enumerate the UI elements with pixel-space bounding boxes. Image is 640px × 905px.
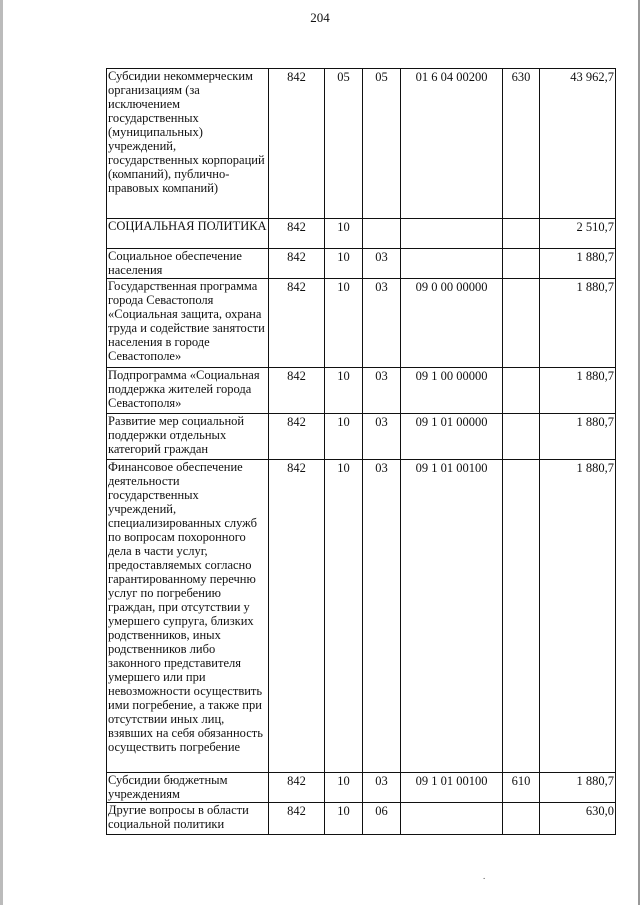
target-article: 01 6 04 00200 bbox=[401, 69, 503, 219]
amount: 630,0 bbox=[540, 803, 616, 835]
table-row bbox=[107, 249, 616, 279]
target-article: 09 1 01 00100 bbox=[401, 460, 503, 773]
subsection-code: 03 bbox=[363, 368, 401, 414]
table-row bbox=[107, 414, 616, 460]
expense-type bbox=[503, 414, 540, 460]
target-article: 09 1 00 00000 bbox=[401, 368, 503, 414]
row-name: Социальное обеспечение населения bbox=[107, 249, 269, 279]
subsection-code: 05 bbox=[363, 69, 401, 219]
page-number: 204 bbox=[310, 10, 330, 25]
subsection-code: 03 bbox=[363, 414, 401, 460]
subsection-code: 06 bbox=[363, 803, 401, 835]
row-name: Субсидии бюджетным учреждениям bbox=[107, 773, 269, 803]
section-code: 10 bbox=[325, 773, 363, 803]
expense-type bbox=[503, 803, 540, 835]
expense-type bbox=[503, 368, 540, 414]
subsection-code: 03 bbox=[363, 460, 401, 773]
subsection-code: 03 bbox=[363, 249, 401, 279]
section-code: 10 bbox=[325, 219, 363, 249]
ministry-code: 842 bbox=[269, 279, 325, 368]
expense-type bbox=[503, 279, 540, 368]
ministry-code: 842 bbox=[269, 69, 325, 219]
amount: 1 880,7 bbox=[540, 773, 616, 803]
budget-table bbox=[106, 68, 616, 835]
subsection-code: 03 bbox=[363, 279, 401, 368]
amount: 1 880,7 bbox=[540, 249, 616, 279]
ministry-code: 842 bbox=[269, 249, 325, 279]
row-name: Подпрограмма «Социальная поддержка жителей города Севастополя» bbox=[107, 368, 269, 414]
ministry-code: 842 bbox=[269, 219, 325, 249]
section-code: 10 bbox=[325, 460, 363, 773]
table-row bbox=[107, 279, 616, 368]
table-row bbox=[107, 773, 616, 803]
amount: 43 962,7 bbox=[540, 69, 616, 219]
ministry-code: 842 bbox=[269, 773, 325, 803]
ministry-code: 842 bbox=[269, 460, 325, 773]
target-article: 09 1 01 00000 bbox=[401, 414, 503, 460]
section-code: 10 bbox=[325, 803, 363, 835]
row-name: Субсидии некоммерческим организациям (за исключением государственных (муниципальных) учреждений, государственных корпораций (компаний), публично-правовых компаний) bbox=[107, 69, 269, 219]
table-row bbox=[107, 368, 616, 414]
table-row bbox=[107, 803, 616, 835]
table-row bbox=[107, 69, 616, 219]
target-article: 09 1 01 00100 bbox=[401, 773, 503, 803]
row-name: Другие вопросы в области социальной политики bbox=[107, 803, 269, 835]
amount: 1 880,7 bbox=[540, 460, 616, 773]
amount: 2 510,7 bbox=[540, 219, 616, 249]
expense-type: 610 bbox=[503, 773, 540, 803]
target-article: 09 0 00 00000 bbox=[401, 279, 503, 368]
row-name: Финансовое обеспечение деятельности государственных учреждений, специализированных служб по вопросам похоронного дела в части услуг, предоставляемых согласно гарантированному перечню услуг по погребению граждан, при отсутствии у умершего супруга, близких родственников, иных родственников либо законного представителя умершего или при невозможности осуществить ими погребение, а также при отсутствии иных лиц, взявших на себя обязанность осуществить погребение bbox=[107, 460, 269, 773]
target-article bbox=[401, 219, 503, 249]
table-row bbox=[107, 219, 616, 249]
expense-type bbox=[503, 249, 540, 279]
amount: 1 880,7 bbox=[540, 414, 616, 460]
table-row bbox=[107, 460, 616, 773]
scan-speck: . bbox=[483, 871, 486, 881]
section-code: 10 bbox=[325, 249, 363, 279]
section-code: 05 bbox=[325, 69, 363, 219]
expense-type: 630 bbox=[503, 69, 540, 219]
subsection-code: 03 bbox=[363, 773, 401, 803]
section-code: 10 bbox=[325, 368, 363, 414]
subsection-code bbox=[363, 219, 401, 249]
amount: 1 880,7 bbox=[540, 279, 616, 368]
expense-type bbox=[503, 219, 540, 249]
ministry-code: 842 bbox=[269, 414, 325, 460]
section-code: 10 bbox=[325, 279, 363, 368]
ministry-code: 842 bbox=[269, 368, 325, 414]
row-name: СОЦИАЛЬНАЯ ПОЛИТИКА bbox=[107, 219, 269, 249]
target-article bbox=[401, 249, 503, 279]
section-code: 10 bbox=[325, 414, 363, 460]
amount: 1 880,7 bbox=[540, 368, 616, 414]
target-article bbox=[401, 803, 503, 835]
expense-type bbox=[503, 460, 540, 773]
row-name: Государственная программа города Севастополя «Социальная защита, охрана труда и содействие занятости населения в городе Севастополе» bbox=[107, 279, 269, 368]
scan-left-edge bbox=[0, 0, 3, 905]
row-name: Развитие мер социальной поддержки отдельных категорий граждан bbox=[107, 414, 269, 460]
ministry-code: 842 bbox=[269, 803, 325, 835]
